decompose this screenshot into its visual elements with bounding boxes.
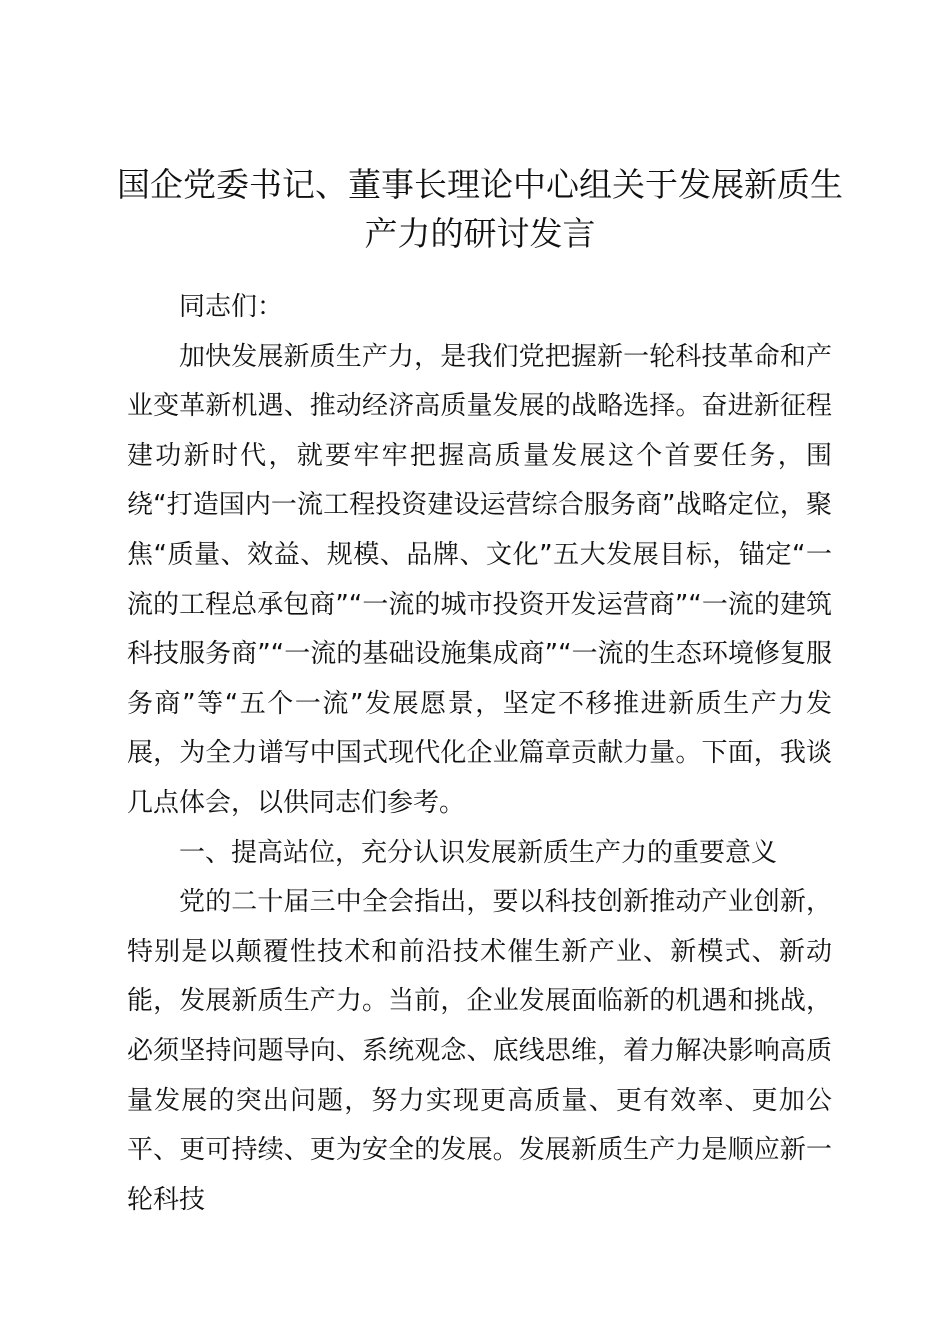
section-paragraph: 党的二十届三中全会指出，要以科技创新推动产业创新，特别是以颠覆性技术和前沿技术催生新产业、新模式、新动能，发展新质生产力。当前，企业发展面临新的机遇和挑战，必须坚持问题导向、系统观念、底线思维，着力解决影响高质量发展的突出问题，努力实现更高质量、更有效率、更加公平、更可持续、更为安全的发展。发展新质生产力是顺应新一轮科技 (127, 887, 832, 1215)
salutation: 同志们： (179, 292, 284, 322)
intro-paragraph: 加快发展新质生产力，是我们党把握新一轮科技革命和产业变革新机遇、推动经济高质量发展的战略选择。奋进新征程建功新时代，就要牢牢把握高质量发展这个首要任务，围绕“打造国内一流工程投资建设运营综合服务商”战略定位，聚焦“质量、效益、规模、品牌、文化”五大发展目标，锚定“一流的工程总承包商”“一流的城市投资开发运营商”“一流的建筑科技服务商”“一流的基础设施集成商”“一流的生态环境修复服务商”等“五个一流”发展愿景，坚定不移推进新质生产力发展，为全力谱写中国式现代化企业篇章贡献力量。下面，我谈几点体会，以供同志们参考。 (127, 341, 832, 818)
section-heading: 一、提高站位，充分认识发展新质生产力的重要意义 (179, 837, 778, 868)
document-title: 国企党委书记、董事长理论中心组关于发展新质生产力的研讨发言 (117, 165, 843, 253)
document-body (127, 283, 832, 1225)
